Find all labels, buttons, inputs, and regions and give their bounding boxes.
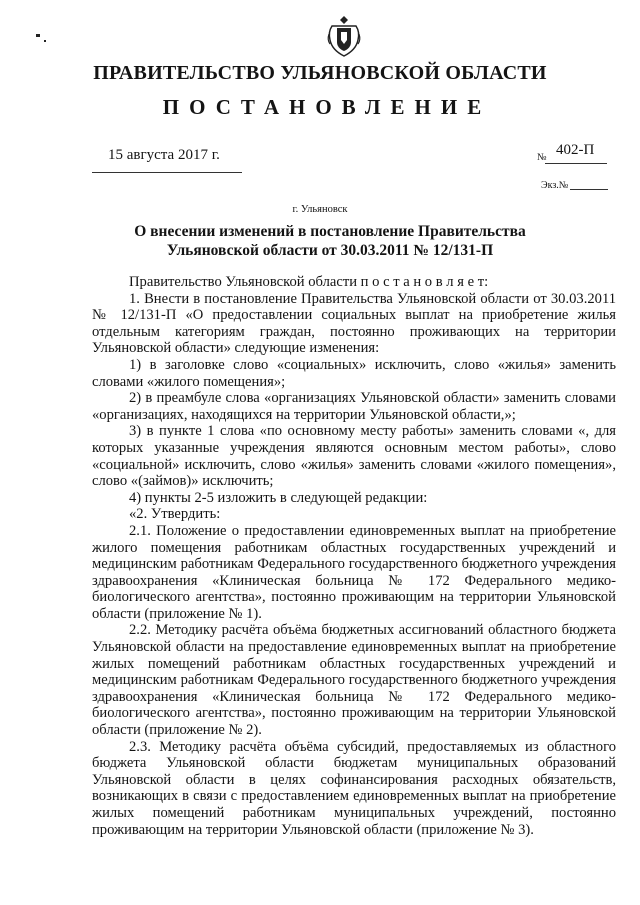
heading-line: Ульяновской области от 30.03.2011 № 12/131-П (166, 242, 494, 259)
number-label: № (537, 152, 547, 163)
paragraph-2-2: 2.2. Методику расчёта объёма бюджетных ассигнований областного бюджета Ульяновской области на предоставление единовременных выплат на приобретение жилых помещений работникам областных государственных учреждений и медицинским работникам Федерального государственного бюджетного учреждения здравоохранения «Клиническая больница № 172 Федерального медико-биологического агентства», постоянно проживающим на территории Ульяновской области (приложение № 2). (92, 622, 616, 739)
document-heading (120, 222, 540, 260)
paragraph-approve: «2. Утвердить: (129, 506, 221, 523)
paragraph-item-1: 1. Внести в постановление Правительства Ульяновской области от 30.03.2011 № 12/131-П «О предоставлении социальных выплат на приобретение жилья отдельным категориям граждан, постоянно проживающих на территории Ульяновской области» следующие изменения: (92, 290, 616, 357)
government-title: ПРАВИТЕЛЬСТВО УЛЬЯНОВСКОЙ ОБЛАСТИ (93, 62, 547, 84)
coat-of-arms-emblem (326, 14, 362, 58)
date-underline (92, 172, 242, 173)
paragraph-2-1: 2.1. Положение о предоставлении единовременных выплат на приобретение жилого помещения работникам областных государственных учреждений и медицинским работникам Федерального государственного бюджетного учреждения здравоохранения «Клиническая больница № 172 Федерального медико-биологического агентства», постоянно проживающим на территории Ульяновской области (приложение № 1). (92, 522, 616, 622)
paragraph-2-3: 2.3. Методику расчёта объёма субсидий, предоставляемых из областного бюджета Ульяновской области бюджетам муниципальных образований Ульяновской области в целях софинансирования расходных обязательств, возникающих в связи с предоставлением единовременных выплат на приобретение жилых помещений работникам муниципальных учреждений, постоянно проживающим на территории Ульяновской области (приложение № 3). (92, 738, 616, 838)
number-underline (545, 163, 607, 164)
document-date: 15 августа 2017 г. (108, 147, 220, 163)
paragraph-subitem-3: 3) в пункте 1 слова «по основному месту работы» заменить словами «, для которых указанные учреждения являются основным местом работы», слово «социальной» исключить, слово «жилья» заменить словами «жилого помещения», слово «(займов)» исключить; (92, 423, 616, 490)
paragraph-preamble: Правительство Ульяновской области п о с т а н о в л я е т: (129, 274, 489, 290)
paragraph-subitem-2: 2) в преамбуле слова «организациях Ульяновской области» заменить словами «организациях, находящихся на территории Ульяновской области,»; (92, 390, 616, 423)
scan-mark (36, 34, 40, 37)
paragraph-subitem-4: 4) пункты 2-5 изложить в следующей редакции: (129, 489, 428, 506)
copy-number-label: Экз.№ (541, 180, 569, 191)
city: г. Ульяновск (292, 204, 348, 215)
document-type: ПОСТАНОВЛЕНИЕ (162, 95, 492, 119)
heading-line: О внесении изменений в постановление Правительства (134, 223, 526, 240)
scan-mark (44, 40, 46, 42)
document-body (92, 274, 616, 838)
document-number: 402-П (556, 142, 595, 158)
paragraph-subitem-1: 1) в заголовке слово «социальных» исключить, слово «жилья» заменить словами «жилого помещения»; (92, 356, 616, 390)
copy-number-underline (570, 189, 608, 190)
